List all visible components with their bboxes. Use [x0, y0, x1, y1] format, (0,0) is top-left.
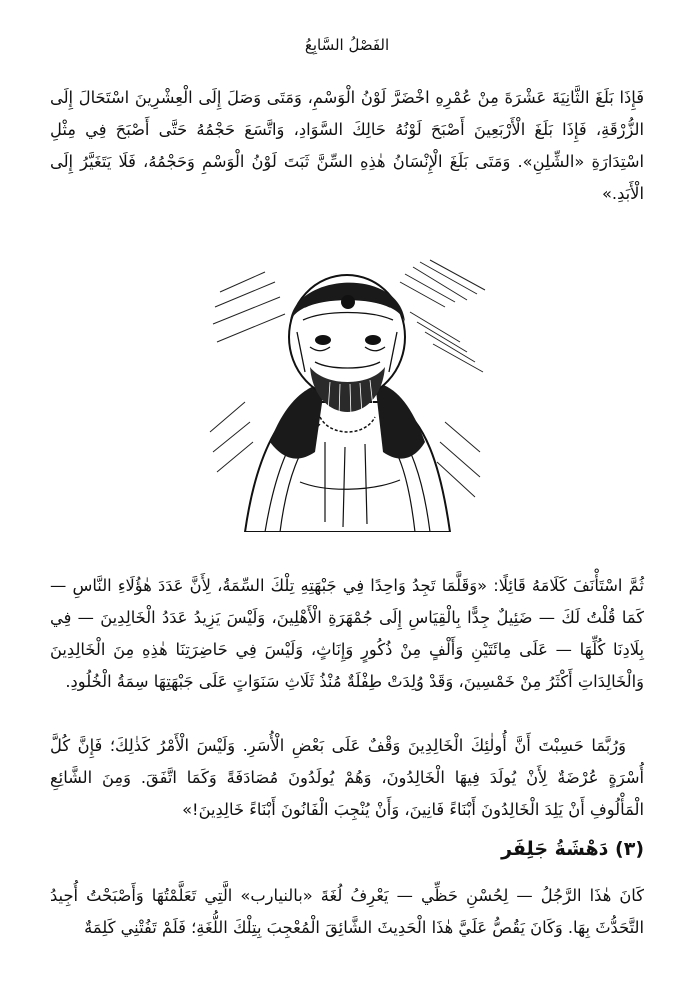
left-eye: [315, 335, 331, 345]
running-head: الفَصْلُ السَّابِعُ: [304, 36, 390, 54]
paragraph-2: ثُمَّ اسْتَأْنَفَ كَلَامَهُ قَائِلًا: «وَقَلَّمَا تَجِدُ وَاحِدًا فِي جَبْهَتِهِ تِلْكَ السِّمَةُ، لِأَنَّ عَدَدَ هٰؤُلَاءِ النَّاسِ — كَمَا قُلْتُ لَكَ — ضَئِيلٌ جِدًّا بِالْقِيَاسِ إِلَى جُمْهَرَةِ الْأَهْلِينَ، وَلَيْسَ يَزِيدُ عَدَدُ الْخَالِدِينَ — فِي بِلَادِنَا كُلِّهَا — عَلَى مِائَتَيْنِ وَأَلْفٍ مِنْ ذُكُورٍ وَإِنَاثٍ، وَلَيْسَ فِي حَاضِرَتِنَا هٰذِهِ مِنَ الْخَالِدِينَ وَالْخَالِدَاتِ أَكْثَرُ مِنْ خَمْسِينَ، وَقَدْ وُلِدَتْ طِفْلَةٌ مُنْذُ ثَلَاثِ سَنَوَاتٍ عَلَى جَبْهَتِهَا سِمَةُ الْخُلُودِ.: [50, 576, 644, 691]
engraving-illustration: [205, 252, 490, 532]
paragraph-1: فَإِذَا بَلَغَ الثَّانِيَةَ عَشْرَةَ مِنْ عُمْرِهِ اخْضَرَّ لَوْنُ الْوَسْمِ، وَمَتَى وَصَلَ إِلَى الْعِشْرِينَ اسْتَحَالَ إِلَى الزُّرْقَةِ، فَإِذَا بَلَغَ الْأَرْبَعِينَ أَصْبَحَ لَوْنُهُ حَالِكَ السَّوَادِ، وَاتَّسَعَ حَجْمُهُ حَتَّى أَصْبَحَ فِي مِثْلِ اسْتِدَارَةِ «الشِّلِنِ». وَمَتَى بَلَغَ الْإِنْسَانُ هٰذِهِ السِّنَّ ثَبَتَ لَوْنُ الْوَسْمِ وَحَجْمُهُ، فَلَا يَتَغَيَّرُ إِلَى الْأَبَدِ.»: [50, 88, 644, 203]
paragraph-4: كَانَ هٰذَا الرَّجُلُ — لِحُسْنِ حَظِّي — يَعْرِفُ لُغَةَ «بالنيارب» الَّتِي تَعَلَّمْتُهَا وَأَصْبَحْتُ أُجِيدُ التَّحَدُّثَ بِهَا. وَكَانَ يَقُصُّ عَلَيَّ هٰذَا الْحَدِيثَ الشَّائِقَ الْمُعْجِبَ بِتِلْكَ اللُّغَةِ؛ فَلَمْ تَفُتْنِي كَلِمَةٌ: [50, 886, 644, 937]
right-eye: [365, 335, 381, 345]
illustration-figure: [205, 252, 490, 532]
paragraph-3: وَرُبَّمَا حَسِبْتَ أَنَّ أُولٰئِكَ الْخَالِدِينَ وَقْفٌ عَلَى بَعْضِ الْأُسَرِ. وَلَيْسَ الْأَمْرُ كَذٰلِكَ؛ فَإِنَّ كُلَّ أُسْرَةٍ عُرْضَةٌ لِأَنْ يُولَدَ فِيهَا الْخَالِدُونَ، وَهُمْ يُولَدُونَ مُصَادَفَةً وَكَمَا اتَّفَقَ. وَمِنَ الشَّائِعِ الْمَأْلُوفِ أَنْ يَلِدَ الْخَالِدُونَ أَبْنَاءً فَانِينَ، وَأَنْ يُنْجِبَ الْفَانُونَ أَبْنَاءً خَالِدِينَ!»: [50, 736, 644, 819]
section-heading: (٣) دَهْشَةُ جَلِفَر: [501, 838, 644, 860]
forehead-mark: [341, 295, 355, 309]
right-cloak: [375, 382, 425, 459]
robe-shape: [245, 402, 450, 532]
